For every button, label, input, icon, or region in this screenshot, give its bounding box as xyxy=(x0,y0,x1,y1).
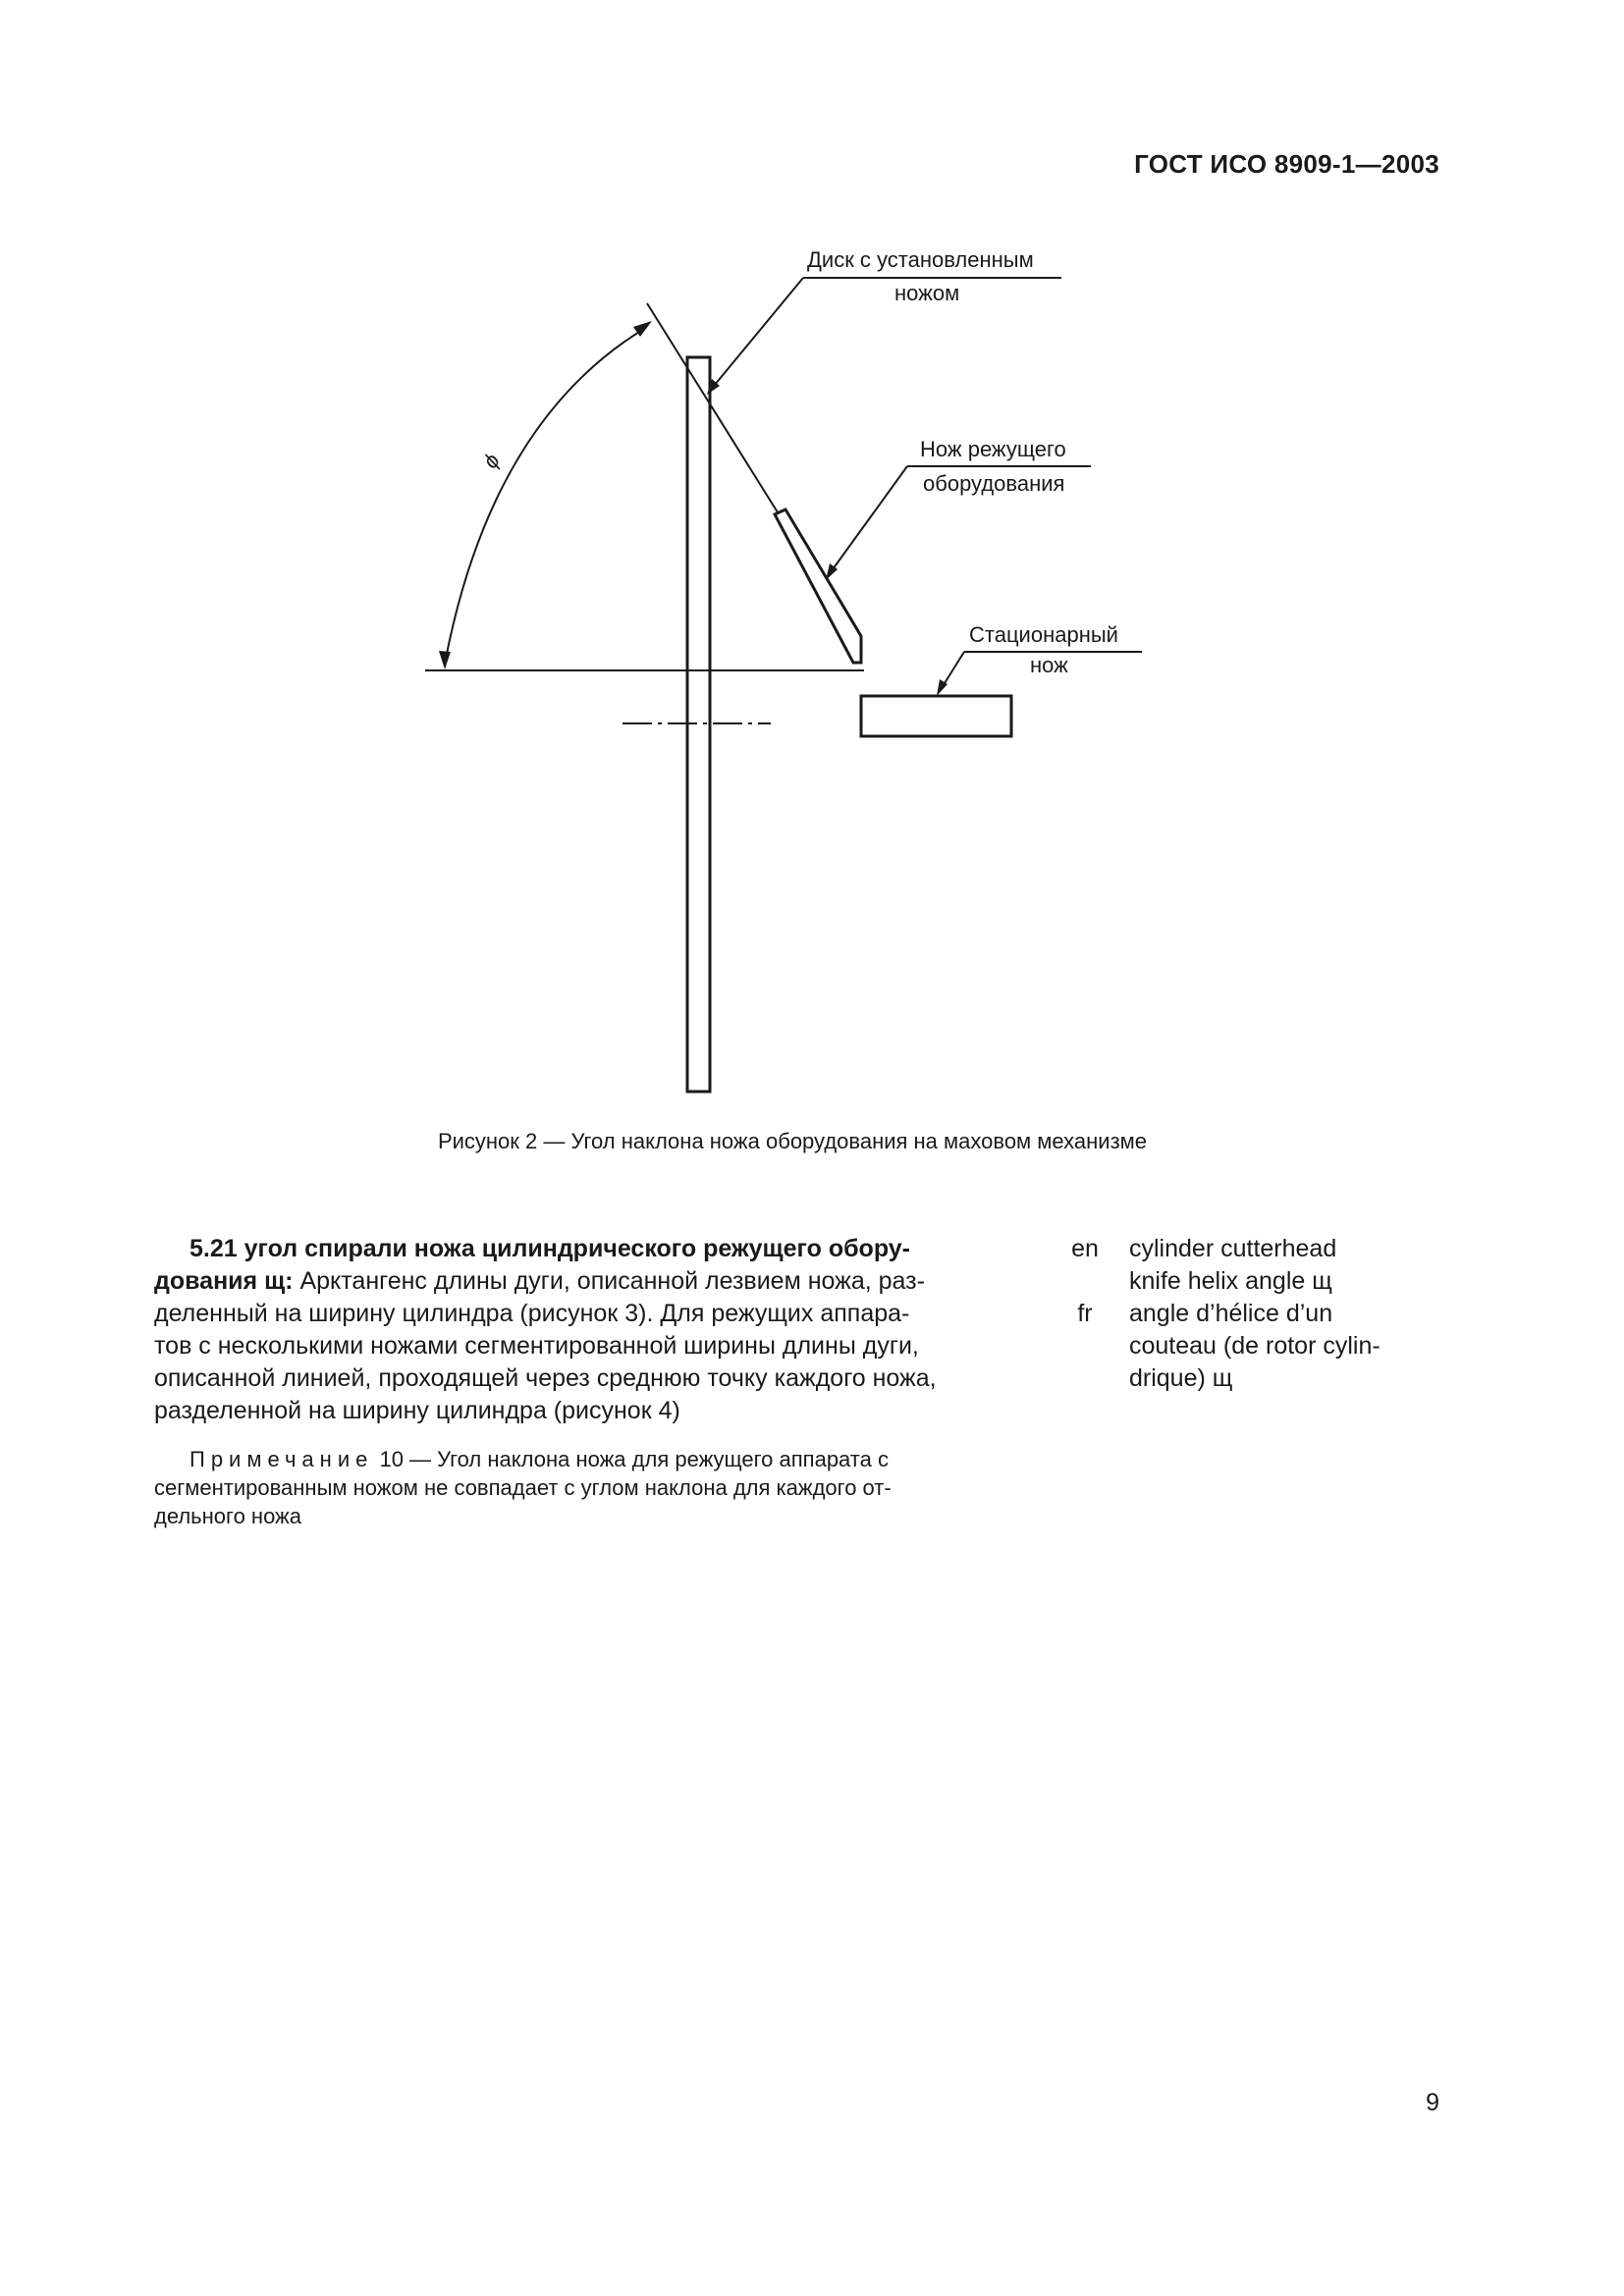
label-knife-line1: Нож режущего xyxy=(920,437,1066,461)
page-number: 9 xyxy=(1426,2089,1439,2116)
label-knife-line2: оборудования xyxy=(923,471,1065,496)
note-10 xyxy=(154,1445,1008,1530)
term-definition-line3: деленный на ширину цилиндра (рисунок 3). Для режущих аппара- xyxy=(154,1300,910,1327)
fr-equivalent-line3: drique) щ xyxy=(1129,1364,1233,1392)
note-line2: сегментированным ножом не совпадает с углом наклона для каждого от- xyxy=(154,1475,892,1500)
en-equivalent-line1: cylinder cutterhead xyxy=(1129,1235,1337,1262)
leader-line-disk-diagonal xyxy=(710,278,803,391)
term-title-line2: дования щ: xyxy=(154,1267,294,1295)
en-equivalent-line2: knife helix angle щ xyxy=(1129,1267,1332,1295)
fr-equivalent-line2: couteau (de rotor cylin- xyxy=(1129,1332,1380,1360)
arc-arrowhead-bottom xyxy=(439,651,451,669)
term-definition-line5: описанной линией, проходящей через среднюю точку каждого ножа, xyxy=(154,1364,937,1392)
label-stationary-line1: Стационарный xyxy=(969,622,1118,647)
angle-symbol: ϕ xyxy=(477,449,505,473)
label-disk-line2: ножом xyxy=(894,281,960,305)
stationary-knife-rectangle xyxy=(861,696,1011,736)
term-title-line1: 5.21 угол спирали ножа цилиндрического режущего обору- xyxy=(189,1235,910,1262)
lang-code-en: en xyxy=(1071,1235,1099,1262)
figure-caption: Рисунок 2 — Угол наклона ножа оборудования на маховом механизме xyxy=(437,1129,1148,1153)
inclined-knife-shape xyxy=(775,509,861,663)
note-label: Примечание xyxy=(189,1447,374,1471)
angle-arc xyxy=(445,329,644,664)
term-definition-line6: разделенной на ширину цилиндра (рисунок 4) xyxy=(154,1397,680,1424)
note-line1: 10 — Угол наклона ножа для режущего аппарата с xyxy=(373,1447,889,1471)
term-definition-line2: Арктангенс длины дуги, описанной лезвием ножа, раз- xyxy=(293,1267,925,1295)
fr-equivalent-line1: angle d’hélice d’un xyxy=(1129,1300,1333,1327)
note-line3: дельного ножа xyxy=(154,1504,302,1528)
document-header-standard-code: ГОСТ ИСО 8909-1—2003 xyxy=(1134,149,1439,179)
term-definition-line4: тов с несколькими ножами сегментированной ширины длины дуги, xyxy=(154,1332,919,1360)
term-equivalents xyxy=(1041,1233,1453,1395)
label-stationary-line2: нож xyxy=(1030,653,1068,677)
label-disk-line1: Диск с установленным xyxy=(807,247,1034,272)
leader-line-knife-diagonal xyxy=(828,466,907,576)
term-entry-5-21 xyxy=(154,1233,1008,1427)
inclined-knife-axis-line xyxy=(647,303,778,512)
lang-code-fr: fr xyxy=(1077,1300,1093,1327)
